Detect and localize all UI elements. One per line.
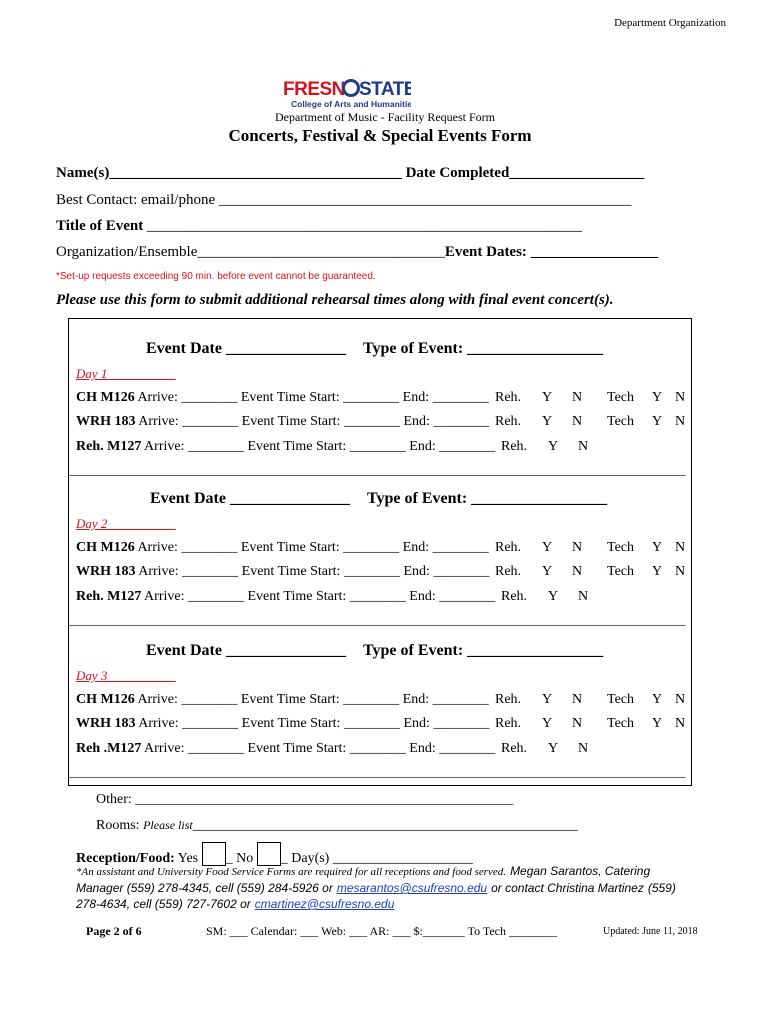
rehearsal-label: Reh.	[495, 414, 522, 429]
tech-yes-option[interactable]: Y	[652, 390, 663, 405]
rehearsal-yes-option[interactable]: Y	[542, 716, 553, 731]
email-link-sarantos[interactable]: mesarantos@csufresno.edu	[336, 881, 488, 895]
rehearsal-yes-option[interactable]: Y	[548, 439, 559, 454]
setup-note: *Set-up requests exceeding 90 min. before event cannot be guaranteed.	[56, 271, 376, 282]
logo-wordmark-icon	[283, 78, 411, 112]
room-row[interactable]	[76, 390, 489, 406]
room-row[interactable]	[76, 716, 489, 732]
svg-text:FRESN: FRESN	[283, 79, 345, 100]
rehearsal-yes-option[interactable]: Y	[542, 564, 553, 579]
names-field[interactable]	[56, 165, 644, 182]
svg-text:College of Arts and Humanities: College of Arts and Humanities	[291, 99, 411, 109]
instruction-text: Please use this form to submit additional rehearsal times along with final event concert(s).	[56, 292, 614, 308]
room-times: Arrive: ________ Event Time Start: ________ End: ________	[134, 540, 489, 555]
room-times: Arrive: ________ Event Time Start: ________ End: ________	[134, 692, 489, 707]
food-contact-4: (559) 278-4634, cell (559) 727-7602 or	[76, 881, 676, 911]
department-line: Department of Music - Facility Request Form	[275, 110, 495, 124]
rehearsal-yes-option[interactable]: Y	[542, 540, 553, 555]
tech-label: Tech	[607, 390, 635, 405]
room-row[interactable]	[76, 741, 495, 757]
room-name: CH M126	[76, 692, 135, 707]
room-times: Arrive: ________ Event Time Start: ________ End: ________	[135, 414, 490, 429]
rehearsal-no-option[interactable]: N	[572, 414, 583, 429]
rehearsal-label: Reh.	[501, 741, 528, 756]
rehearsal-no-option[interactable]: N	[578, 741, 589, 756]
rehearsal-label: Reh.	[495, 540, 522, 555]
room-times: Arrive: ________ Event Time Start: ________ End: ________	[135, 716, 490, 731]
reception-row: Reception/Food: Yes _ No _ Day(s) ____________________	[76, 842, 473, 867]
room-row[interactable]	[76, 692, 489, 708]
rehearsal-no-option[interactable]: N	[572, 564, 583, 579]
tech-no-option[interactable]: N	[675, 564, 686, 579]
type-of-event-field[interactable]: Type of Event: _________________	[367, 490, 608, 507]
rehearsal-yes-option[interactable]: Y	[548, 741, 559, 756]
rehearsal-label: Reh.	[501, 439, 528, 454]
food-contact-3: or contact Christina Martinez	[491, 881, 644, 895]
reception-label: Reception/Food:	[76, 851, 175, 866]
tech-yes-option[interactable]: Y	[652, 540, 663, 555]
date-completed-label: Date Completed__________________	[405, 165, 645, 181]
reception-yes-label: Yes	[177, 851, 199, 866]
room-times: Arrive: ________ Event Time Start: ________ End: ________	[141, 741, 496, 756]
food-note-text: *An assistant and University Food Service Forms are required for all receptions and food served.	[76, 866, 507, 878]
room-times: Arrive: ________ Event Time Start: ________ End: ________	[134, 390, 489, 405]
room-name: Reh .M127	[76, 741, 142, 756]
rehearsal-label: Reh.	[495, 390, 522, 405]
organization-field[interactable]	[56, 244, 658, 261]
rooms-line: _______________________________________________________	[192, 818, 578, 833]
room-times: Arrive: ________ Event Time Start: ________ End: ________	[141, 439, 496, 454]
day-label: Day 3 __________	[76, 668, 176, 683]
room-row[interactable]	[76, 589, 495, 605]
rehearsal-no-option[interactable]: N	[578, 589, 589, 604]
day-label: Day 2 __________	[76, 516, 176, 531]
room-name: WRH 183	[76, 716, 136, 731]
room-row[interactable]	[76, 439, 495, 455]
tech-label: Tech	[607, 692, 635, 707]
tech-yes-option[interactable]: Y	[652, 716, 663, 731]
room-name: Reh. M127	[76, 439, 142, 454]
organization-label: Organization/Ensemble_________________________________	[56, 244, 445, 260]
event-dates-label: Event Dates: _________________	[444, 244, 659, 260]
tech-yes-option[interactable]: Y	[652, 692, 663, 707]
names-label: Name(s)_______________________________________	[56, 165, 402, 181]
tech-label: Tech	[607, 414, 635, 429]
event-date-field[interactable]: Event Date _______________	[150, 490, 350, 507]
day-label: Day 1 __________	[76, 366, 176, 381]
food-contact-1: Megan Sarantos, Catering	[510, 864, 651, 878]
best-contact-field[interactable]: Best Contact: email/phone _______________________________________________________	[56, 192, 632, 208]
room-times: Arrive: ________ Event Time Start: ________ End: ________	[141, 589, 496, 604]
top-right-label: Department Organization	[614, 17, 726, 29]
tech-no-option[interactable]: N	[675, 716, 686, 731]
tech-label: Tech	[607, 564, 635, 579]
form-title: Concerts, Festival & Special Events Form	[228, 126, 532, 145]
event-date-field[interactable]: Event Date _______________	[146, 340, 346, 357]
rehearsal-no-option[interactable]: N	[572, 540, 583, 555]
rehearsal-label: Reh.	[495, 692, 522, 707]
title-of-event-field[interactable]	[56, 218, 582, 235]
room-name: CH M126	[76, 390, 135, 405]
tech-no-option[interactable]: N	[675, 390, 686, 405]
rehearsal-no-option[interactable]: N	[572, 692, 583, 707]
section-separator: _______________________________________________________________________________________________	[68, 764, 686, 779]
food-note	[76, 863, 696, 912]
tech-no-option[interactable]: N	[675, 540, 686, 555]
updated-date: Updated: June 11, 2018	[603, 926, 698, 937]
food-contact-2: Manager (559) 278-4345, cell (559) 284-5926 or	[76, 881, 333, 895]
reception-days-field[interactable]: Day(s) ____________________	[291, 851, 473, 866]
type-of-event-field[interactable]: Type of Event: _________________	[363, 642, 604, 659]
rehearsal-yes-option[interactable]: Y	[542, 390, 553, 405]
room-name: Reh. M127	[76, 589, 142, 604]
email-link-martinez[interactable]: cmartinez@csufresno.edu	[254, 897, 395, 911]
room-times: Arrive: ________ Event Time Start: ________ End: ________	[135, 564, 490, 579]
tech-label: Tech	[607, 716, 635, 731]
room-row[interactable]	[76, 414, 489, 430]
type-of-event-field[interactable]: Type of Event: _________________	[363, 340, 604, 357]
tech-yes-option[interactable]: Y	[652, 564, 663, 579]
rooms-hint: Please list	[143, 818, 193, 832]
rehearsal-no-option[interactable]: N	[578, 439, 589, 454]
page-number: Page 2 of 6	[86, 924, 142, 938]
section-separator: _______________________________________________________________________________________________	[68, 462, 686, 477]
tech-yes-option[interactable]: Y	[652, 414, 663, 429]
rehearsal-label: Reh.	[495, 564, 522, 579]
tech-no-option[interactable]: N	[675, 692, 686, 707]
rehearsal-label: Reh.	[495, 716, 522, 731]
reception-no-label: No	[236, 851, 254, 866]
rehearsal-label: Reh.	[501, 589, 528, 604]
title-of-event-line: __________________________________________________________	[146, 218, 582, 234]
room-row[interactable]	[76, 540, 489, 556]
tech-no-option[interactable]: N	[675, 414, 686, 429]
rooms-field[interactable]	[96, 818, 578, 834]
rehearsal-no-option[interactable]: N	[572, 390, 583, 405]
room-name: CH M126	[76, 540, 135, 555]
rooms-label: Rooms:	[96, 818, 140, 833]
rehearsal-yes-option[interactable]: Y	[542, 692, 553, 707]
other-field[interactable]: Other: ______________________________________________________	[96, 792, 514, 807]
room-name: WRH 183	[76, 414, 136, 429]
room-name: WRH 183	[76, 564, 136, 579]
office-use-line: SM: ___ Calendar: ___ Web: ___ AR: ___ $:_______ To Tech ________	[206, 924, 558, 938]
rehearsal-yes-option[interactable]: Y	[542, 414, 553, 429]
rehearsal-no-option[interactable]: N	[572, 716, 583, 731]
rehearsal-yes-option[interactable]: Y	[548, 589, 559, 604]
svg-text:STATE: STATE	[359, 79, 411, 100]
event-date-field[interactable]: Event Date _______________	[146, 642, 346, 659]
tech-label: Tech	[607, 540, 635, 555]
section-separator: _______________________________________________________________________________________________	[68, 612, 686, 627]
title-of-event-label: Title of Event	[56, 218, 144, 234]
room-row[interactable]	[76, 564, 489, 580]
